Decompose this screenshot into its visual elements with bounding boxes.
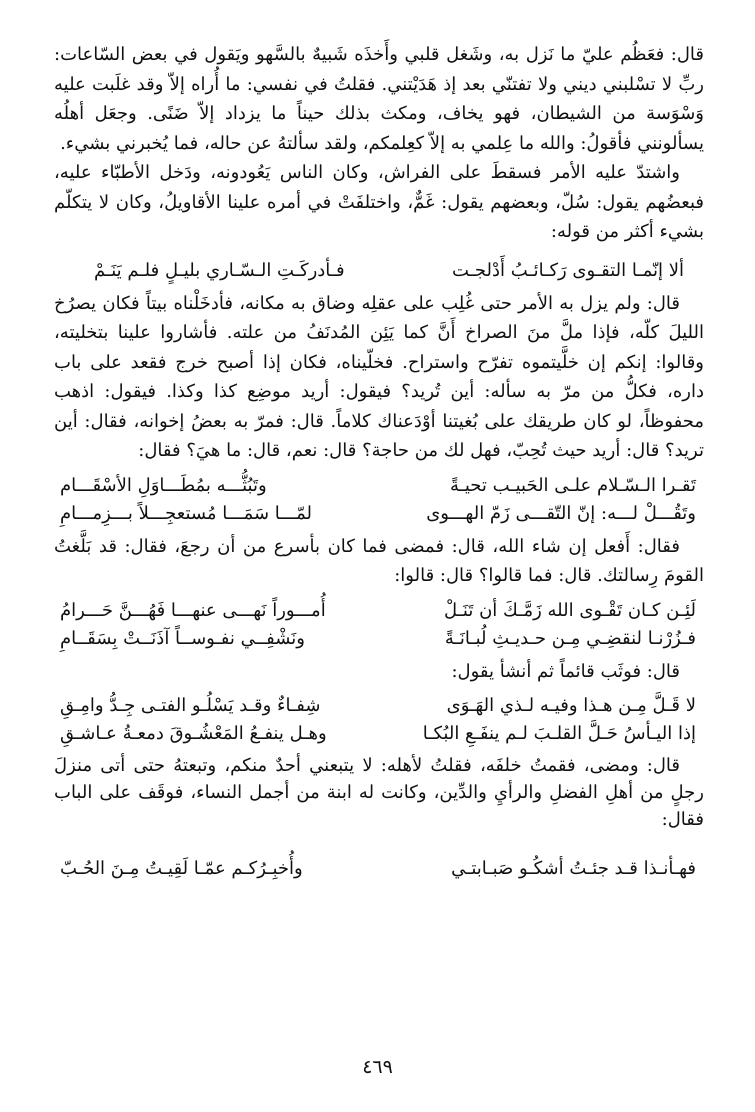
- verse-4b-first-hemistich: إذا اليـأسُ حَـلَّ القلـبَ لـم ينفَـعِ البُكـا: [422, 723, 696, 744]
- verse-1-second-hemistich: فـأدركَـتِ الـسّـاري بليـلٍ فلـم يَنَـمْ: [94, 259, 345, 281]
- verse-block-2: [54, 472, 704, 528]
- verse-2a-second-hemistich: وتَبُثُّـــه بمُطَـــاوَلِ الأسْقَـــام: [60, 474, 267, 496]
- paragraph-1: قال: فعَظُم عليّ ما نَزل به، وشَغل قلبي وأَخذَه شَبيهٌ بالسَّهو ويَقول في بعض السّاعات: ربِّ لا تسْلبني ديني ولا تفتنّي بعد إذ هَدَيْتني. فقلتُ في نفسي: ما أُراه إلاّ وقد غلَبت عليه وَسْوَسة من الشيطان، فهو يخاف، ومكث بذلك حيناً ما يزداد إلاّ ضَنًى. وجعَل أهلُه يسألونني فأقولُ: والله ما عِلمي به إلاّ كعِلمكم، ولقد سألتهُ عن حاله، فما يُخبرني بشيء.: [54, 44, 704, 154]
- paragraph-3: قال: ولم يزل به الأمر حتى غُلِب على عقلِه وضاق به مكانه، فأدخَلْناه بيتاً فكان يصرُخ الليلَ كلّه، فإذا ملَّ منَ الصراخ أَنَّ كما يَئِن المُدنَفُ من علته. فأشاروا علينا بتخليته، وقالوا: إنكم إن خلَّيتموه تفرّح واستراح. فخلّيناه، فكان إذا أصبح خرج فقعد على باب داره، فكلُّ من مرّ به سأله: أين تُريد؟ فيقول: أريد موضِع كذا وكذا. فيقول: اذهب محفوظاً، لو كان طريقك على بُغيتنا أوْدَعناك كلاماً. قال: فمرّ به بعضُ إخوانه، فقال: أين تريد؟ قال: أريد حيث تُحِبّ، فهل لك من حاجة؟ قال: نعم، قال: ما هيَ؟ فقال:: [54, 292, 704, 461]
- paragraph-4: فقال: أَفعل إن شاء الله، قال: فمضى فما كان بأسرع من أن رجعَ، فقال: قد بَلَّغتُ القومَ رِسالتك. قال: فما قالوا؟ قال: قالوا:: [54, 535, 704, 586]
- verse-4b-second-hemistich: وهـل ينفـعُ المَعْشُـوقَ دمعـةُ عـاشـقِ: [60, 723, 327, 744]
- paragraph-2: واشتدّ عليه الأمر فسقطَ على الفراش، وكان الناس يَعُودونه، ودَخل الأطبّاء عليه، فبعضُهم يقول: سُلّ، وبعضهم يقول: غَمٌّ، واختلفَتْ في أمره علينا الأقاويلُ، وكان لا يتكلّم بشيء أكثر من قوله:: [54, 162, 704, 242]
- paragraph-6: قال: ومضى، فقمتُ خلفَه، فقلتُ لأهله: لا يتبعني أحدٌ منكم، وتبعتهُ حتى أتى منزلَ رجلٍ من أهلِ الفضلِ والرأيِ والدِّين، وكانت له ابنة من أجمل النساء، فوقَف على الباب فقال:: [54, 755, 704, 830]
- verse-line-3a: [54, 597, 704, 625]
- verse-2a-first-hemistich: تَقـرا الـسّـلام علـى الحَبيـب تحيـةً: [449, 474, 696, 496]
- verse-1-first-hemistich: ألا إنّمـا التقـوى رَكـائـبُ أَدْلجـت: [451, 259, 684, 281]
- page-number: ٤٦٩: [362, 1056, 393, 1078]
- verse-line-4a: [54, 692, 704, 720]
- verse-line-2a: [54, 472, 704, 500]
- verse-line-1: [54, 257, 704, 285]
- verse-4a-second-hemistich: شِفـاءٌ وقـد يَسْلُـو الفتـى جِـدُّ وامِـقِ: [60, 695, 321, 716]
- verse-line-5: [54, 855, 704, 883]
- verse-block-3: [54, 597, 704, 653]
- verse-2b-first-hemistich: وتَقُـــلْ لـــه: إنّ التّقـــى زَمّ الهـــوى: [426, 502, 696, 524]
- verse-2b-second-hemistich: لمّـــا سَمَـــا مُستعجِـــلاً بـــزِمـــامِ: [60, 502, 312, 524]
- paragraph-5: قال: فوثَب قائماً ثم أنشأ يقول:: [451, 660, 680, 682]
- verse-3b-first-hemistich: فـزُرْنـا لنقضِـي مِـن حـديـثِ لُبـانَـةً: [444, 627, 696, 649]
- page-body: [54, 40, 704, 883]
- verse-block-4: [54, 692, 704, 748]
- verse-5-second-hemistich: وأُخبِـرُكـم عمّـا لَقِيـتُ مِـنَ الحُـبّ: [60, 858, 303, 879]
- verse-line-2b: [54, 500, 704, 528]
- verse-4a-first-hemistich: لا قَـلَّ مِـن هـذا وفيـه لـذي الهَـوَى: [446, 695, 696, 716]
- verse-3b-second-hemistich: ونَشْفِــي نفـوســاً آذَنَــتْ بِسَقَــامِ: [60, 627, 305, 649]
- verse-line-3b: [54, 625, 704, 653]
- verse-5-first-hemistich: فهـأنـذا قـد جئـتُ أشكُـو صَبـابتـي: [451, 858, 696, 879]
- verse-3a-first-hemistich: لَئِـن كـان تَقْـوى الله زَمَّـكَ أن تَنَـلْ: [444, 599, 696, 621]
- verse-3a-second-hemistich: أُمـــوراً نَهـــى عنهـــا فَهُـــنَّ حَـــرامُ: [60, 599, 326, 621]
- verse-line-4b: [54, 720, 704, 748]
